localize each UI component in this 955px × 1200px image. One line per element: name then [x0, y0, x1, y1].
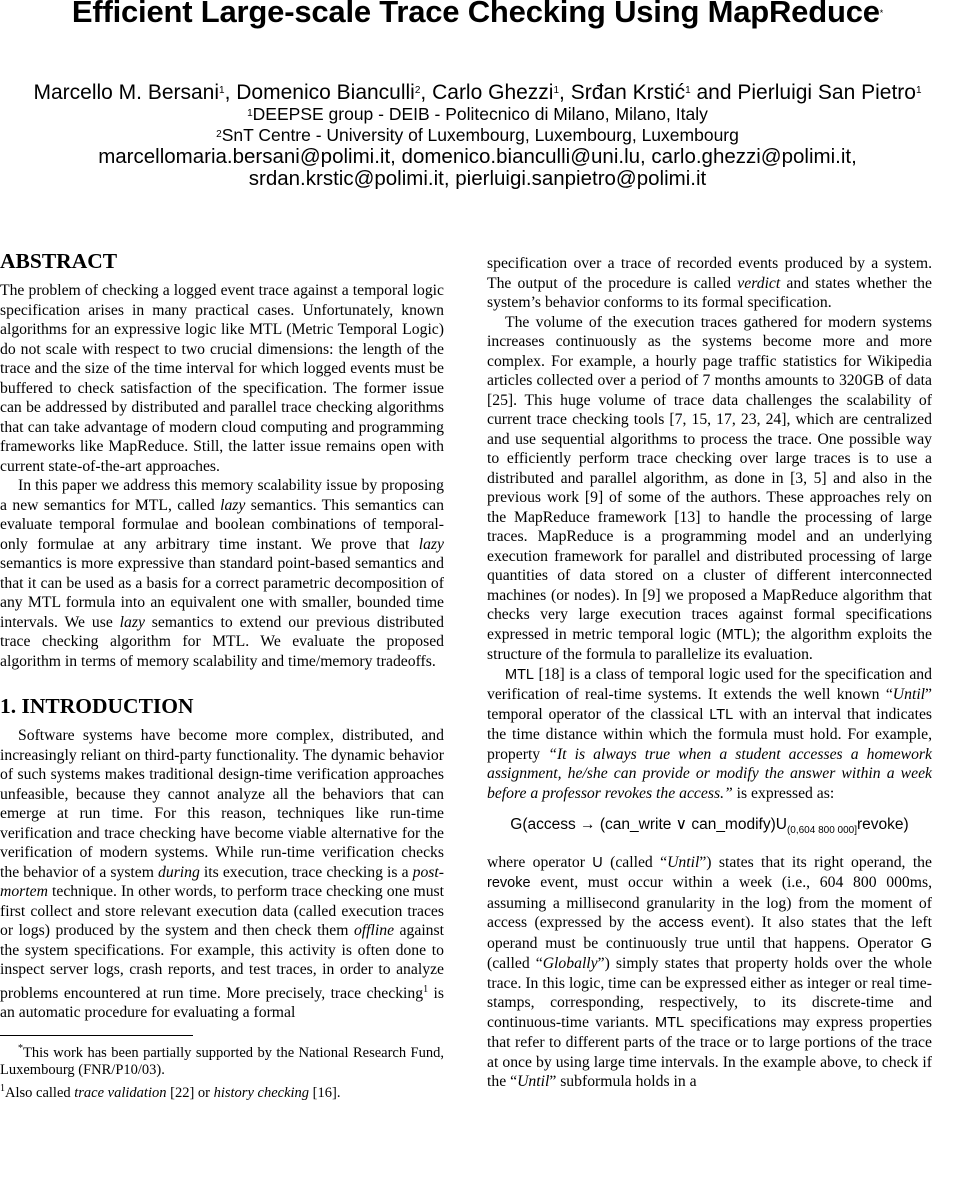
title-footnote-mark: * — [879, 8, 884, 18]
intro-paragraph-continued — [487, 254, 932, 313]
text-run: specifications may express properties that refer to different parts of the trace or to large portions of the trace at once by using large time intervals. In the example above, to check if the “ — [487, 1013, 932, 1091]
logic-name: MTL — [505, 666, 534, 683]
emphasis: during — [158, 863, 200, 881]
author-name: Srđan Krstić — [570, 81, 686, 104]
text-run: Software systems have become more complex, distributed, and increasingly reliant on third-party functionality. The dynamic behavior of such systems makes traditional design-time verification approaches unfeasible, because they cannot analyze all the behaviors that can emerge at run time. For this reason, techniques like run-time verification and trace checking have become viable alternative for the verification of modern systems. While run-time verification checks the behavior of a system — [0, 727, 444, 881]
text-run: its execution, trace checking is a — [199, 863, 413, 881]
emphasis: Until — [517, 1073, 550, 1091]
text-run: event, must occur within a week (i.e., 604 800 000ms, assuming a millisecond granularity in the log) from the moment of access (expressed by the — [487, 874, 932, 932]
text-run: Also called — [5, 1084, 75, 1101]
emphasis: lazy — [418, 535, 444, 553]
emphasis: Until — [892, 686, 926, 703]
footnote-mark: 1 — [0, 1082, 5, 1094]
right-column — [487, 254, 932, 1092]
emphasis: lazy — [220, 496, 246, 514]
author-separator: , — [559, 81, 571, 104]
emphasis: lazy — [119, 613, 145, 631]
title-text: Efficient Large-scale Trace Checking Using MapReduce — [71, 0, 880, 29]
event-name: access — [658, 915, 704, 932]
intro-paragraph-2 — [487, 313, 932, 665]
footnote-mark: 1 — [423, 983, 429, 995]
intro-paragraph-4 — [487, 853, 932, 1092]
formula-text: revoke) — [857, 816, 909, 833]
author-name: Domenico Bianculli — [236, 81, 415, 104]
intro-paragraph-3 — [487, 665, 932, 804]
footnote-rule — [0, 1035, 193, 1036]
abstract-heading: ABSTRACT — [0, 249, 118, 273]
emphasis: history checking — [213, 1084, 310, 1101]
text-run: ” temporal operator of the classical — [487, 686, 932, 723]
author-affiliation-mark: 1 — [915, 85, 922, 96]
author-affiliation-mark: 1 — [553, 85, 560, 96]
operator-name: U — [592, 854, 603, 871]
author-name: Carlo Ghezzi — [432, 81, 554, 104]
author-affiliation-mark: 1 — [219, 85, 225, 96]
footnote-text: This work has been partially supported by the National Research Fund, Luxembourg (FNR/P10/03). — [0, 1044, 444, 1079]
text-run: where operator — [487, 853, 593, 871]
text-run: technique. In other words, to perform trace checking one must first collect and store relevant execution data (called execution traces or logs) produced by the system and then check them — [0, 883, 444, 939]
text-run: (called “ — [487, 955, 543, 973]
emphasis: Until — [667, 853, 700, 871]
event-name: revoke — [487, 875, 531, 892]
left-column — [0, 248, 444, 1102]
introduction-paragraph-1 — [0, 726, 444, 1023]
paper-title — [0, 0, 955, 30]
text-run: semantics. This semantics can evaluate temporal formulae and boolean combinations of temporal-only formulae at any arbitrary time instant. We prove that — [0, 496, 444, 553]
author-affiliation-mark: 2 — [414, 85, 421, 96]
text-run: ” subformula holds in a — [549, 1073, 697, 1091]
affiliation-text: SnT Centre - University of Luxembourg, Luxembourg, Luxembourg — [221, 125, 739, 145]
author-emails-line-1: marcellomaria.bersani@polimi.it, domenico.bianculli@uni.lu, carlo.ghezzi@polimi.it, — [98, 145, 857, 168]
text-run: [22] or — [166, 1084, 214, 1101]
footnote-1 — [0, 1080, 444, 1102]
emphasis: “It is always true when a student accesses a homework assignment, he/she can provide or modify the answer within a week before a professor revokes the access.” — [487, 745, 932, 802]
text-run: ); the algorithm exploits the structure of the formula to parallelize its evaluation. — [487, 625, 932, 663]
text-run: event). It also states that the left operand must be continuously true until that happens. Operator — [487, 914, 932, 952]
text-run: [16]. — [309, 1084, 341, 1101]
abstract-paragraph-1: The problem of checking a logged event trace against a temporal logic specification arises in many practical cases. Unfortunately, known algorithms for an expressive logic like MTL (Metric Temporal Logic) do not scale with respect to two crucial dimensions: the length of the trace and the size of the time interval for which logged events must be buffered to check satisfaction of the specification. The former issue can be addressed by distributed and parallel trace checking algorithms that can take advantage of modern cloud computing and programming frameworks like MapReduce. Still, the latter issue remains open with current state-of-the-art approaches. — [0, 282, 444, 475]
text-run: with an interval that indicates the time distance within which the formula must hold. For example, property — [487, 705, 933, 763]
emphasis: post-mortem — [0, 863, 444, 900]
emphasis: trace validation — [74, 1084, 167, 1101]
author-separator: , — [420, 81, 433, 104]
author-name: Marcello M. Bersani — [33, 81, 220, 104]
affiliation-number: 2 — [216, 129, 222, 140]
text-run: is expressed as: — [732, 784, 835, 802]
text-run: is an automatic procedure for evaluating a formal — [0, 984, 445, 1022]
text-run: semantics to extend our previous distributed trace checking algorithm for MTL. We evaluate the proposed algorithm in terms of memory scalability and time/memory tradeoffs. — [0, 613, 444, 670]
author-conjunction: and — [690, 81, 738, 104]
logic-name: MTL — [655, 1014, 685, 1031]
author-list — [0, 81, 955, 105]
operator-name: G — [920, 935, 932, 952]
emphasis: offline — [353, 922, 395, 939]
text-run: (called “ — [602, 853, 668, 871]
emphasis: verdict — [737, 274, 781, 292]
affiliation-1 — [0, 104, 955, 125]
text-run: In this paper we address this memory scalability issue by proposing a new semantics for MTL, called — [0, 477, 444, 514]
mtl-formula — [487, 815, 932, 841]
logic-name: MTL — [721, 626, 751, 643]
text-run: and states whether the system’s behavior conforms to its formal specification. — [487, 274, 932, 311]
formula-interval: (0,604 800 000] — [786, 825, 858, 837]
author-emails-line-2: srdan.krstic@polimi.it, pierluigi.sanpietro@polimi.it — [248, 167, 707, 190]
formula-text: G(access → (can_write ∨ can_modify)U — [510, 816, 787, 833]
author-affiliation-mark: 1 — [685, 85, 691, 96]
text-run: ”) simply states that property holds over the whole trace. In this logic, time can be expressed either as integer or real time-stamps, corresponding, respectively, to its discrete-time and continuous-time variants. — [487, 955, 932, 1031]
emphasis: Globally — [542, 955, 598, 973]
text-run: ”) states that its right operand, the — [699, 853, 932, 871]
footnote-funding — [0, 1040, 444, 1080]
affiliation-text: DEEPSE group - DEIB - Politecnico di Milano, Milano, Italy — [252, 104, 708, 124]
abstract-paragraph-2 — [0, 476, 444, 671]
author-name: Pierluigi San Pietro — [737, 81, 916, 104]
text-run: [18] is a class of temporal logic used for the specification and verification of real-time systems. It extends the well known “ — [487, 665, 932, 703]
text-run: The volume of the execution traces gathered for modern systems increases continuously as the systems become more and more complex. For example, a hourly page traffic statistics for Wikipedia articles collected over a period of 7 months amounts to 320GB of data [25]. This huge volume of trace data challenges the scalability of current trace checking tools [7, 15, 17, 23, 24], which are centralized and use sequential algorithms to process the trace. One possible way to efficiently perform trace checking over large traces is to use a distributed and parallel algorithm, as done in [3, 5] and also in the previous work [9] of some of the authors. These approaches rely on the MapReduce framework [13] to handle the processing of large traces. MapReduce is a programming model and an underlying execution framework for parallel and distributed processing of large quantities of data stored on a cluster of different interconnected machines (or nodes). In [9] we proposed a MapReduce algorithm that checks very large execution traces against formal specifications expressed in metric temporal logic ( — [487, 313, 932, 643]
text-run: against the system specifications. For example, this activity is often done to inspect server logs, crash reports, and test traces, in order to analyze problems encountered at run time. More precisely, trace checking — [0, 922, 444, 1002]
footnote-mark: * — [18, 1042, 23, 1054]
logic-name: LTL — [709, 706, 734, 723]
text-run: semantics is more expressive than standard point-based semantics and that it can be used as a basis for a correct parametric decomposition of any MTL formula into an equivalent one with smaller, bounded time intervals. We use — [0, 555, 444, 631]
affiliation-2 — [0, 125, 955, 146]
introduction-heading: 1. INTRODUCTION — [0, 694, 194, 718]
affiliation-number: 1 — [247, 108, 253, 119]
text-run: specification over a trace of recorded events produced by a system. The output of the procedure is called — [487, 255, 932, 292]
author-separator: , — [224, 81, 237, 104]
